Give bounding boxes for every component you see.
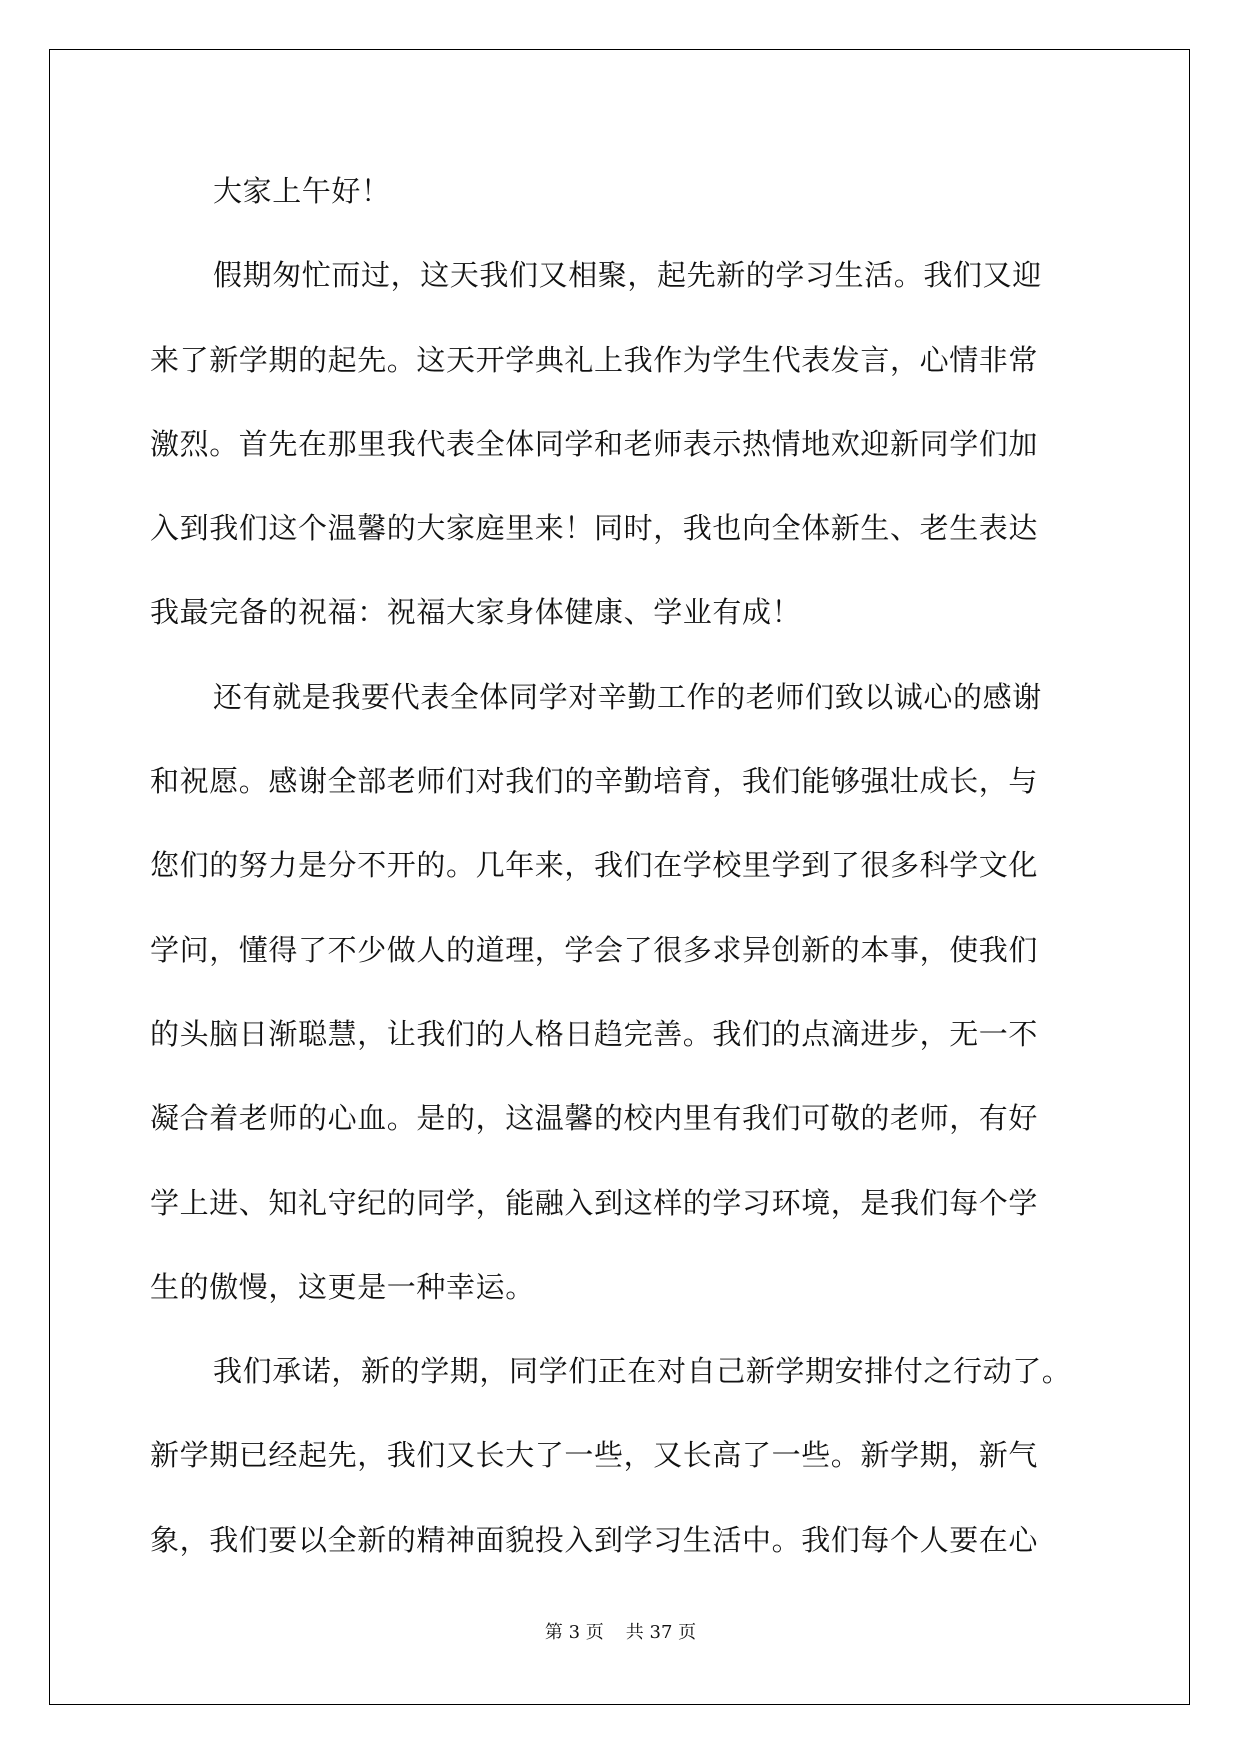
text-line: 大家上午好！ — [213, 174, 391, 208]
text-line: 象，我们要以全新的精神面貌投入到学习生活中。我们每个人要在心 — [150, 1522, 1039, 1557]
text-line: 和祝愿。感谢全部老师们对我们的辛勤培育，我们能够强壮成长，与 — [150, 764, 1039, 799]
page-number: 第 3 页 — [544, 1622, 604, 1643]
text-line: 您们的努力是分不开的。几年来，我们在学校里学到了很多科学文化 — [150, 848, 1039, 883]
text-line: 学上进、知礼守纪的同学，能融入到这样的学习环境，是我们每个学 — [150, 1185, 1039, 1220]
text-line: 我最完备的祝福：祝福大家身体健康、学业有成！ — [150, 595, 802, 630]
page-footer — [0, 1618, 1241, 1644]
text-line: 来了新学期的起先。这天开学典礼上我作为学生代表发言，心情非常 — [150, 342, 1039, 377]
text-line: 激烈。首先在那里我代表全体同学和老师表示热情地欢迎新同学们加 — [150, 426, 1039, 461]
text-line: 凝合着老师的心血。是的，这温馨的校内里有我们可敬的老师，有好 — [150, 1101, 1039, 1136]
text-line: 我们承诺，新的学期，同学们正在对自己新学期安排付之行动了。 — [213, 1354, 1072, 1389]
text-line: 学问，懂得了不少做人的道理，学会了很多求异创新的本事，使我们 — [150, 932, 1039, 967]
document-body — [150, 158, 1090, 1591]
text-line: 生的傲慢，这更是一种幸运。 — [150, 1269, 535, 1304]
text-line: 还有就是我要代表全体同学对辛勤工作的老师们致以诚心的感谢 — [213, 679, 1042, 714]
text-line: 入到我们这个温馨的大家庭里来！同时，我也向全体新生、老生表达 — [150, 511, 1039, 546]
text-line: 新学期已经起先，我们又长大了一些，又长高了一些。新学期，新气 — [150, 1438, 1039, 1473]
page-total: 共 37 页 — [625, 1622, 697, 1643]
text-line: 假期匆忙而过，这天我们又相聚，起先新的学习生活。我们又迎 — [213, 258, 1042, 293]
text-line: 的头脑日渐聪慧，让我们的人格日趋完善。我们的点滴进步，无一不 — [150, 1016, 1039, 1051]
